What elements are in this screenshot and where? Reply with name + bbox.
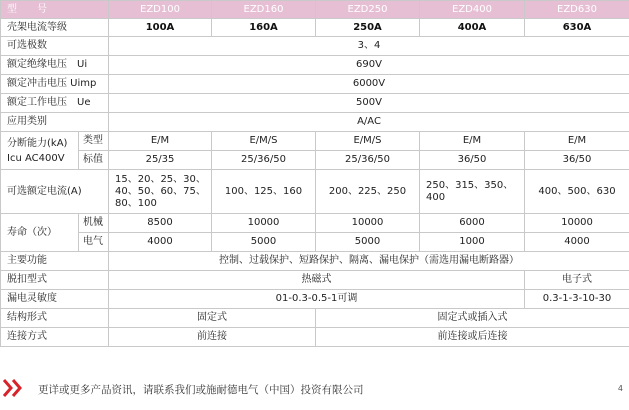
cell-value: E/M xyxy=(109,132,212,151)
poles-row xyxy=(1,37,629,56)
cell-value: 6000V xyxy=(109,75,629,94)
row-label: 脱扣型式 xyxy=(1,271,109,290)
cell-value: 固定式或插入式 xyxy=(316,309,629,328)
sub-label: 标值 xyxy=(79,151,109,170)
row-label: 寿命（次） xyxy=(1,214,79,252)
cell-value: 500V xyxy=(109,94,629,113)
frame-current-row xyxy=(1,19,629,37)
sub-label: 机械 xyxy=(79,214,109,233)
cell-value: 前连接 xyxy=(109,328,316,347)
ui-row xyxy=(1,56,629,75)
breaking-type-row xyxy=(1,132,629,151)
cell-value: 6000 xyxy=(420,214,525,233)
cell-line: 40、50、60、75、 xyxy=(115,185,206,197)
cell-value: E/M xyxy=(420,132,525,151)
cell-value xyxy=(420,170,525,214)
row-label: 壳架电流等级 xyxy=(1,19,109,37)
cell-value: 36/50 xyxy=(420,151,525,170)
cell-line: 15、20、25、30、 xyxy=(115,173,206,185)
cell-value: 3、4 xyxy=(109,37,629,56)
cell-value: 36/50 xyxy=(525,151,629,170)
category-row xyxy=(1,113,629,132)
double-chevron-icon xyxy=(3,379,25,397)
life-elec-row xyxy=(1,233,629,252)
model-ezd250: EZD250 xyxy=(316,1,420,19)
cell-value: 160A xyxy=(212,19,316,37)
cell-value: 热磁式 xyxy=(109,271,525,290)
cell-value: E/M xyxy=(525,132,629,151)
cell-line: 80、100 xyxy=(115,197,157,209)
row-label: 主要功能 xyxy=(1,252,109,271)
cell-value: 250A xyxy=(316,19,420,37)
page-mark: 4 xyxy=(617,384,623,393)
cell-value: 10000 xyxy=(212,214,316,233)
model-ezd100: EZD100 xyxy=(109,1,212,19)
cell-value: 200、225、250 xyxy=(316,170,420,214)
cell-value: 10000 xyxy=(316,214,420,233)
cell-value: 4000 xyxy=(109,233,212,252)
row-label: 可选额定电流(A) xyxy=(1,170,109,214)
cell-value: E/M/S xyxy=(316,132,420,151)
cell-value: 25/35 xyxy=(109,151,212,170)
life-mech-row xyxy=(1,214,629,233)
cell-value: 400A xyxy=(420,19,525,37)
cell-value: 4000 xyxy=(525,233,629,252)
row-label: 可选极数 xyxy=(1,37,109,56)
cell-value: 5000 xyxy=(316,233,420,252)
cell-value: 100、125、160 xyxy=(212,170,316,214)
model-ezd160: EZD160 xyxy=(212,1,316,19)
cell-value: 前连接或后连接 xyxy=(316,328,629,347)
cell-value: 1000 xyxy=(420,233,525,252)
row-label: 额定绝缘电压 Ui xyxy=(1,56,109,75)
cell-value: 0.3-1-3-10-30 xyxy=(525,290,629,309)
cell-value: 630A xyxy=(525,19,629,37)
row-label: 应用类别 xyxy=(1,113,109,132)
row-label: 额定冲击电压 Uimp xyxy=(1,75,109,94)
cell-value: 5000 xyxy=(212,233,316,252)
cell-value: 400、500、630 xyxy=(525,170,629,214)
cell-value: 690V xyxy=(109,56,629,75)
leakage-row xyxy=(1,290,629,309)
functions-row xyxy=(1,252,629,271)
cell-value: 25/36/50 xyxy=(316,151,420,170)
cell-value: E/M/S xyxy=(212,132,316,151)
cell-value: 控制、过载保护、短路保护、隔离、漏电保护（需选用漏电断路器） xyxy=(109,252,629,271)
cell-value: 8500 xyxy=(109,214,212,233)
structure-row xyxy=(1,309,629,328)
row-label: 额定工作电压 Ue xyxy=(1,94,109,113)
sub-label: 类型 xyxy=(79,132,109,151)
breaking-label-line1: 分断能力(kA) xyxy=(7,137,68,149)
cell-value: A/AC xyxy=(109,113,629,132)
cell-line: 400 xyxy=(426,191,446,203)
model-ezd630: EZD630 xyxy=(525,1,629,19)
cell-value: 25/36/50 xyxy=(212,151,316,170)
breaking-label xyxy=(1,132,79,170)
cell-value: 01-0.3-0.5-1可调 xyxy=(109,290,525,309)
model-header: 型 号 xyxy=(1,1,109,19)
footer-text: 更详或更多产品资讯，请联系我们或施耐德电气（中国）投资有限公司 xyxy=(38,384,364,396)
row-label: 连接方式 xyxy=(1,328,109,347)
cell-value: 10000 xyxy=(525,214,629,233)
cell-line: 250、315、350、 xyxy=(426,179,514,191)
cell-value: 固定式 xyxy=(109,309,316,328)
trip-row xyxy=(1,271,629,290)
rated-current-row xyxy=(1,170,629,214)
connection-row xyxy=(1,328,629,347)
ue-row xyxy=(1,94,629,113)
uimp-row xyxy=(1,75,629,94)
cell-value xyxy=(109,170,212,214)
breaking-std-row xyxy=(1,151,629,170)
header-row xyxy=(1,1,629,19)
row-label: 结构形式 xyxy=(1,309,109,328)
breaking-label-line2: Icu AC400V xyxy=(7,152,65,164)
row-label: 漏电灵敏度 xyxy=(1,290,109,309)
cell-value: 电子式 xyxy=(525,271,629,290)
model-ezd400: EZD400 xyxy=(420,1,525,19)
cell-value: 100A xyxy=(109,19,212,37)
footer xyxy=(0,374,629,402)
sub-label: 电气 xyxy=(79,233,109,252)
